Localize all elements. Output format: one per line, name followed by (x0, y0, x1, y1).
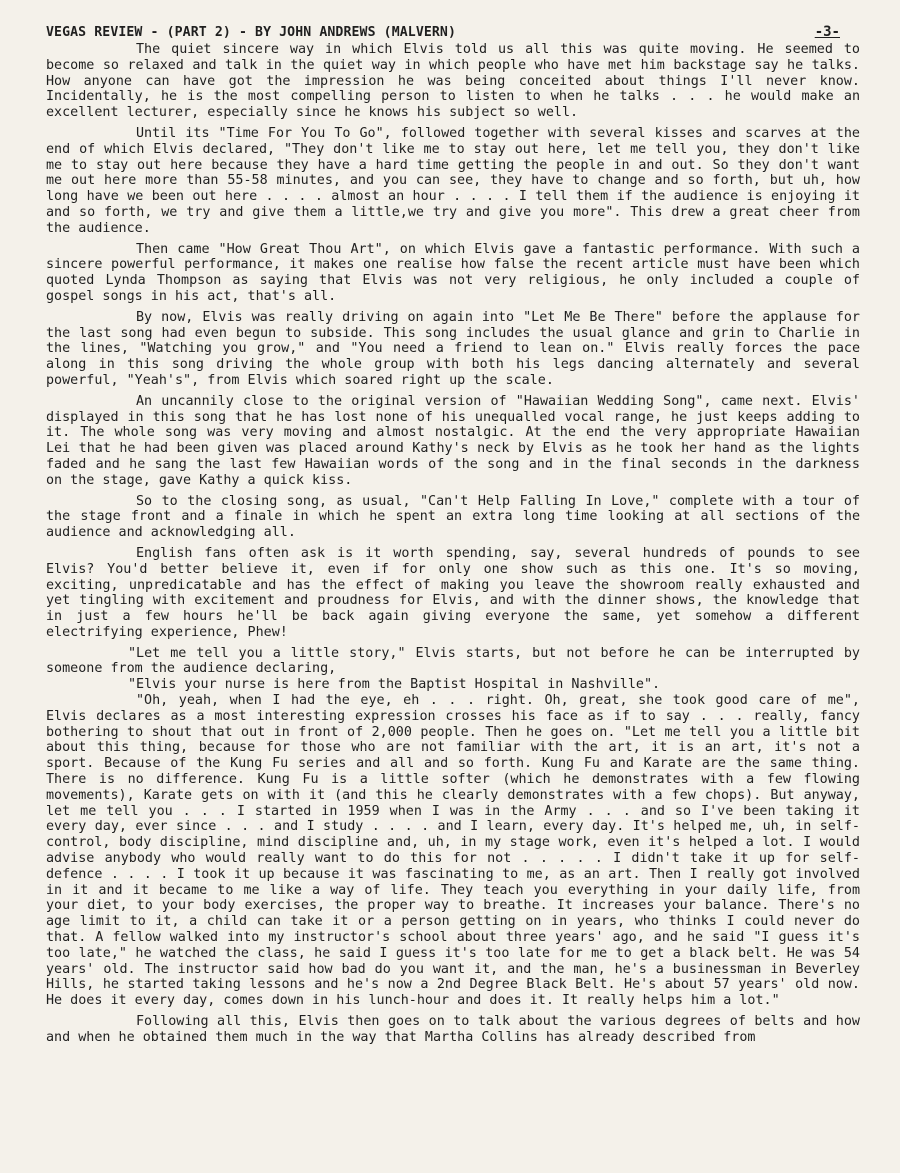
paragraph: An uncannily close to the original version of "Hawaiian Wedding Song", came next. Elvis' displayed in this song that he has lost none of his unequalled vocal range, he just keeps adding to it. The whole song was very moving and almost nostalgic. At the end the very appropriate Hawaiian Lei that he had been given was placed around Kathy's neck by Elvis as he took her hand as the lights faded and he sang the last few Hawaiian words of the song and in the final seconds in the darkness on the stage, gave Kathy a quick kiss. (46, 393, 860, 488)
article-body (46, 42, 860, 1046)
page-header (46, 24, 860, 40)
paragraph: Then came "How Great Thou Art", on which Elvis gave a fantastic performance. With such a sincere powerful performance, it makes one realise how false the recent article must have been which quoted Lynda Thompson as saying that Elvis was not very religious, he only included a couple of gospel songs in his act, that's all. (46, 241, 860, 304)
quote-line: "Let me tell you a little story," Elvis starts, but not before he can be interrupted by someone from the audience declaring, (46, 645, 860, 677)
quote-line: "Elvis your nurse is here from the Baptist Hospital in Nashville". (128, 677, 661, 693)
paragraph: Until its "Time For You To Go", followed together with several kisses and scarves at the end of which Elvis declared, "They don't like me to stay out here, let me tell you, they don't like me to stay out here because they have a hard time getting the people in and out. So they don't want me out here more than 55-58 minutes, and you can see, they have to change and so forth, but uh, how long have we been out here . . . . almost an hour . . . . I tell them if the audience is enjoying it and so forth, we try and give them a little,we try and give you more". This drew a great cheer from the audience. (46, 125, 860, 236)
paragraph: The quiet sincere way in which Elvis told us all this was quite moving. He seemed to become so relaxed and talk in the quiet way in which people who have met him backstage say he talks. How anyone can have got the impression he was being conceited about things I'll never know. Incidentally, he is the most compelling person to listen to when he talks . . . he would make an excellent lecturer, especially since he knows his subject so well. (46, 42, 860, 121)
paragraph: "Oh, yeah, when I had the eye, eh . . . right. Oh, great, she took good care of me", Elvis declares as a most interesting expression crosses his face as if to say . . . really, fancy bothering to shout that out in front of 2,000 people. Then he goes on. "Let me tell you a little bit about this thing, because for those who are not familiar with the art, it is an art, it's not a sport. Because of the Kung Fu series and all and so forth. Kung Fu and Karate are the same thing. There is no difference. Kung Fu is a little softer (which he demonstrates with a few flowing movements), Karate gets on with it (and this he clearly demonstrates with a few chops). But anyway, let me tell you . . . I started in 1959 when I was in the Army . . . and so I've been taking it every day, ever since . . . and I study . . . . and I learn, every day. It's helped me, uh, in self-control, body discipline, mind discipline and, uh, in my stage work, even it's helped a lot. I would advise anybody who would really want to do this for not . . . . . I didn't take it up for self-defence . . . . I took it up because it was fascinating to me, as an art. Then I really got involved in it and it became to me like a way of life. They teach you everything in your daily life, from your diet, to your body exercises, the proper way to breathe. It increases your balance. There's no age limit to it, a child can take it or a person getting on in years, who thinks I could never do that. A fellow walked into my instructor's school about three years' ago, and he said "I guess it's too late," he watched the class, he said I guess it's too late for me to get a black belt. He was 54 years' old. The instructor said how bad do you want it, and the man, he's a businessman in Beverley Hills, he started taking lessons and he's now a 2nd Degree Black Belt. He's about 57 years' old now. He does it every day, comes down in his lunch-hour and does it. It really helps him a lot." (46, 693, 860, 1009)
paragraph: Following all this, Elvis then goes on to talk about the various degrees of belts and how and when he obtained them much in the way that Martha Collins has already described from (46, 1014, 860, 1045)
paragraph: So to the closing song, as usual, "Can't Help Falling In Love," complete with a tour of the stage front and a finale in which he spent an extra long time looking at all sections of the audience and acknowledging all. (46, 493, 860, 541)
article-title: VEGAS REVIEW - (PART 2) - BY JOHN ANDREWS (MALVERN) (46, 25, 457, 40)
paragraph: English fans often ask is it worth spending, say, several hundreds of pounds to see Elvis? You'd better believe it, even if for only one show such as this one. It's so moving, exciting, unpredicatable and has the effect of making you leave the showroom really exhausted and yet tingling with excitement and proudness for Elvis, and with the dinner shows, the knowledge that in just a few hours he'll be back again giving everyone the same, yet somehow a different electrifying experience, Phew! (46, 545, 860, 640)
page-number: -3- (814, 24, 840, 40)
paragraph: By now, Elvis was really driving on again into "Let Me Be There" before the applause for the last song had even begun to subside. This song includes the usual glance and grin to Charlie in the lines, "Watching you grow," and "You need a friend to lean on." Elvis really forces the pace along in this song driving the whole group with both his legs dancing alternately and several powerful, "Yeah's", from Elvis which soared right up the scale. (46, 309, 860, 388)
